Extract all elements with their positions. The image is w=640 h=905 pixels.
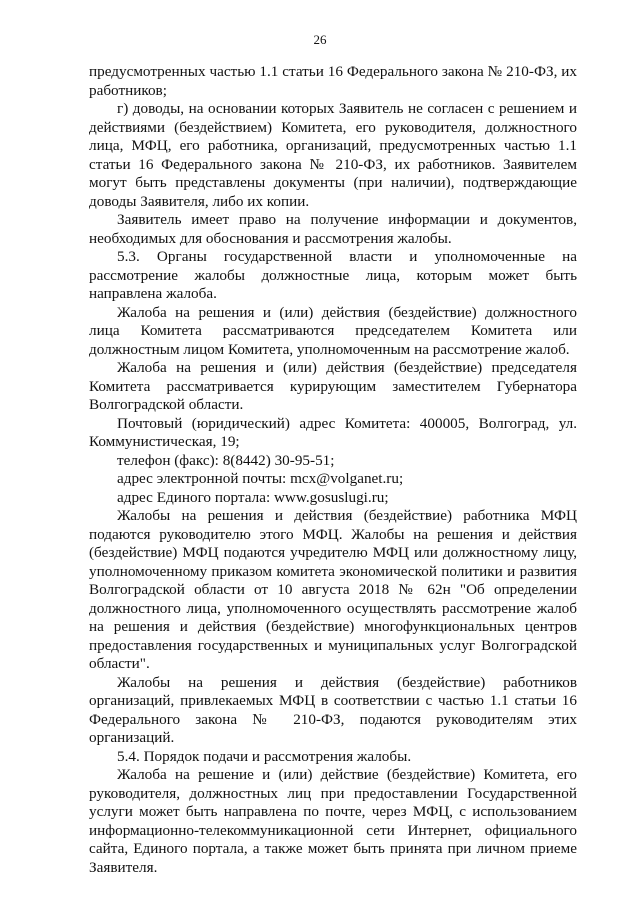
paragraph-right-to-information: Заявитель имеет право на получение информации и документов, необходимых для обоснования и рассмотрения жалобы. xyxy=(89,211,577,247)
paragraph-phone: телефон (факс): 8(8442) 30-95-51; xyxy=(117,451,335,469)
paragraph-item-g: г) доводы, на основании которых Заявитель не согласен с решением и действиями (бездействием) Комитета, его руководителя, должностного лица, МФЦ, его работника, организаций, предусмотренных частью 1.1 статьи 16 Федерального закона № 210-ФЗ, их работников. Заявителем могут быть представлены документы (при наличии), подтверждающие доводы Заявителя, либо их копии. xyxy=(89,100,577,210)
paragraph-postal-address: Почтовый (юридический) адрес Комитета: 400005, Волгоград, ул. Коммунистическая, 19; xyxy=(89,414,577,450)
paragraph-email: адрес электронной почты: mcx@volganet.ru; xyxy=(117,470,404,487)
paragraph-continuation: предусмотренных частью 1.1 статьи 16 Федерального закона № 210-ФЗ, их работников; xyxy=(89,63,577,99)
paragraph-portal: адрес Единого портала: www.gosuslugi.ru; xyxy=(117,488,389,506)
paragraph-official-complaint: Жалоба на решения и (или) действия (бездействие) должностного лица Комитета рассматриваются председателем Комитета или должностным лицом Комитета, уполномоченным на рассмотрение жалоб. xyxy=(89,303,577,358)
paragraph-chairman-complaint: Жалоба на решения и (или) действия (бездействие) председателя Комитета рассматривается курирующим заместителем Губернатора Волгоградской области. xyxy=(89,359,577,413)
page-number: 26 xyxy=(313,32,327,47)
document-body xyxy=(89,63,577,877)
paragraph-section-5-4: 5.4. Порядок подачи и рассмотрения жалобы. xyxy=(117,747,412,765)
paragraph-submission-methods: Жалоба на решение и (или) действие (бездействие) Комитета, его руководителя, должностных лиц при предоставлении Государственной услуги может быть направлена по почте, через МФЦ, с использованием информационно-телекоммуникационной сети Интернет, официального сайта, Единого портала, а также может быть принята при личном приеме Заявителя. xyxy=(89,766,577,876)
paragraph-organizations-complaints: Жалобы на решения и действия (бездействие) работников организаций, привлекаемых МФЦ в соответствии с частью 1.1 статьи 16 Федерального закона № 210-ФЗ, подаются руководителям этих организаций. xyxy=(89,673,577,746)
paragraph-section-5-3: 5.3. Органы государственной власти и уполномоченные на рассмотрение жалобы должностные лица, которым может быть направлена жалоба. xyxy=(89,248,577,302)
paragraph-mfc-complaints: Жалобы на решения и действия (бездействие) работника МФЦ подаются руководителю этого МФЦ. Жалобы на решения и действия (бездействие) МФЦ подаются учредителю МФЦ или должностному лицу, уполномоченному приказом комитета экономической политики и развития Волгоградской области от 10 августа 2018 № 62н "Об определении должностного лица, уполномоченного осуществлять рассмотрение жалоб на решения и действия (бездействие) многофункциональных центров предоставления государственных и муниципальных услуг Волгоградской области". xyxy=(89,507,577,672)
